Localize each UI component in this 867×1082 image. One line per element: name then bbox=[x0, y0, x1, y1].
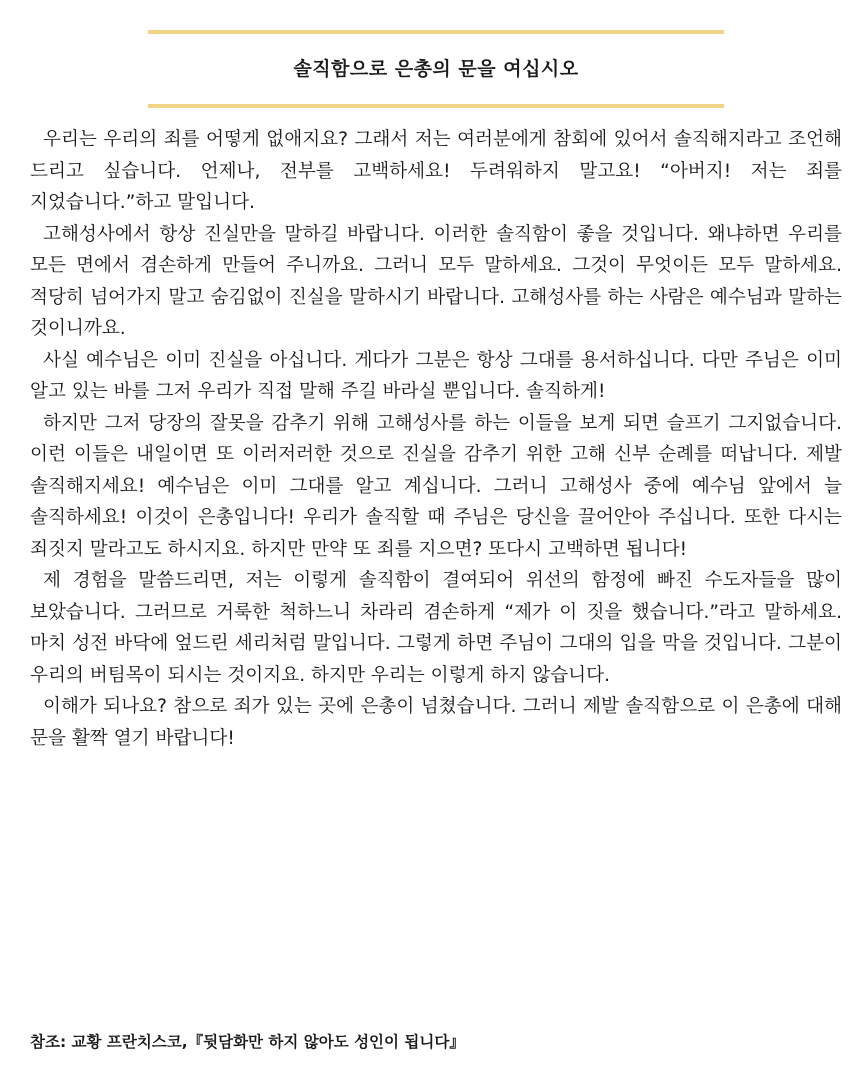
body-text bbox=[30, 124, 842, 754]
paragraph: 고해성사에서 항상 진실만을 말하길 바랍니다. 이러한 솔직함이 좋을 것입니다. 왜냐하면 우리를 모든 면에서 겸손하게 만들어 주니까요. 그러니 모두 말하세요. 그것이 무엇이든 모두 말하세요. 적당히 넘어가지 말고 숨김없이 진실을 말하시기 바랍니다. 고해성사를 하는 사람은 예수님과 말하는 것이니까요. bbox=[30, 223, 842, 339]
page-title: 솔직함으로 은총의 문을 여십시오 bbox=[293, 58, 579, 80]
reference-citation: 참조: 교황 프란치스코,『뒷담화만 하지 않아도 성인이 됩니다』 bbox=[30, 1033, 465, 1051]
paragraph: 우리는 우리의 죄를 어떻게 없애지요? 그래서 저는 여러분에게 참회에 있어서 솔직해지라고 조언해 드리고 싶습니다. 언제나, 전부를 고백하세요! 두려워하지 말고요! “아버지! 저는 죄를 지었습니다.”하고 말입니다. bbox=[30, 129, 842, 213]
title-rule-top bbox=[148, 30, 724, 34]
paragraph: 이해가 되나요? 참으로 죄가 있는 곳에 은총이 넘쳤습니다. 그러니 제발 솔직함으로 이 은총에 대해 문을 활짝 열기 바랍니다! bbox=[30, 696, 842, 749]
paragraph: 하지만 그저 당장의 잘못을 감추기 위해 고해성사를 하는 이들을 보게 되면 슬프기 그지없습니다. 이런 이들은 내일이면 또 이러저러한 것으로 진실을 감추기 위한 고해 신부 순례를 떠납니다. 제발 솔직해지세요! 예수님은 이미 그대를 알고 계십니다. 그러니 고해성사 중에 예수님 앞에서 늘 솔직하세요! 이것이 은총입니다! 우리가 솔직할 때 주님은 당신을 끌어안아 주십니다. 또한 다시는 죄짓지 말라고도 하시지요. 하지만 만약 또 죄를 지으면? 또다시 고백하면 됩니다! bbox=[30, 412, 842, 560]
title-rule-bottom bbox=[148, 104, 724, 108]
paragraph: 제 경험을 말씀드리면, 저는 이렇게 솔직함이 결여되어 위선의 함정에 빠진 수도자들을 많이 보았습니다. 그러므로 거룩한 척하느니 차라리 겸손하게 “제가 이 짓을 했습니다.”라고 말하세요. 마치 성전 바닥에 엎드린 세리처럼 말입니다. 그렇게 하면 주님이 그대의 입을 막을 것입니다. 그분이 우리의 버팀목이 되시는 것이지요. 하지만 우리는 이렇게 하지 않습니다. bbox=[30, 570, 842, 686]
paragraph: 사실 예수님은 이미 진실을 아십니다. 게다가 그분은 항상 그대를 용서하십니다. 다만 주님은 이미 알고 있는 바를 그저 우리가 직접 말해 주길 바라실 뿐입니다. 솔직하게! bbox=[30, 349, 842, 402]
